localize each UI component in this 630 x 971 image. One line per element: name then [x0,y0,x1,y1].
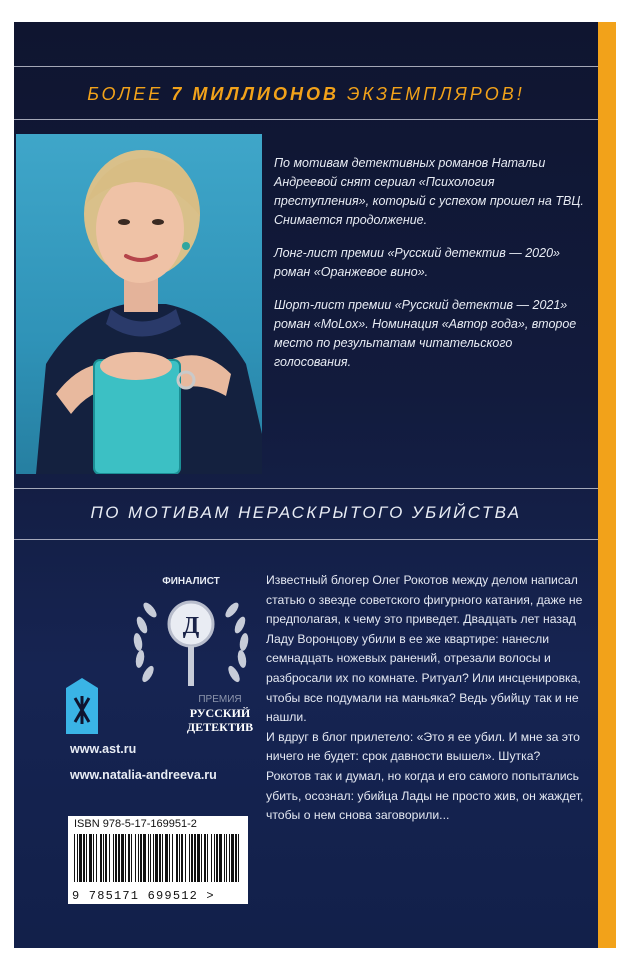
back-cover [14,22,598,948]
blurb-paragraph: И вдруг в блог прилетело: «Это я ее убил. И мне за это ничего не будет: срок давности вышел». Шутка? Рокотов так и думал, но когда и его самого попытались убить, осознал: убийца Лады не просто жив, он жаждет, чтобы о нем снова заговорили... [266,729,584,823]
isbn-barcode [68,816,248,904]
award-paragraph: По мотивам детективных романов Натальи Андреевой снят сериал «Психология преступления», который с успехом прошел на ТВЦ. Снимается продолжение. [274,156,584,227]
isbn-label: ISBN 978-5-17-169951-2 [74,818,197,830]
svg-text:Д: Д [182,613,200,639]
tagline-bottom-rule [14,539,598,540]
blurb-paragraph: Известный блогер Олег Рокотов между делом написал статью о звезде советского фигурного катания, даже не предполагая, к чему это приведет. Двадцать лет назад Ладу Воронцову убили в ее же квартире: нанесли семнадцать ножевых ранений, отрезали волосы и разбросали их по комнате. Ритуал? Или инсценировка, чтобы все подумали на маньяка? Ведь убийцу так и не нашли. [266,573,583,725]
top-rule [14,66,598,67]
author-photo-illustration [16,134,262,474]
svg-text:ПРЕМИЯ: ПРЕМИЯ [198,694,242,705]
sales-banner: БОЛЕЕ 7 МИЛЛИОНОВ ЭКЗЕМПЛЯРОВ! [87,84,525,104]
svg-text:РУССКИЙ: РУССКИЙ [189,706,251,720]
banner-bottom-rule [14,119,598,120]
laurel-left-icon [132,601,158,684]
laurel-right-icon [223,601,249,684]
author-awards [274,154,586,386]
spine-edge [598,22,616,948]
website-link-author[interactable]: www.natalia-andreeva.ru [70,768,217,782]
award-paragraph: Шорт-лист премии «Русский детектив — 2021» роман «MoLox». Номинация «Автор года», второе место по результатам читательского голосования. [274,298,577,369]
publisher-logo-icon [66,678,98,734]
tagline: ПО МОТИВАМ НЕРАСКРЫТОГО УБИЙСТВА [90,503,522,522]
russian-detective-prize-emblem [116,570,266,740]
svg-text:ДЕТЕКТИВ: ДЕТЕКТИВ [186,720,254,734]
barcode-digits: 9 785171 699512 > [72,889,215,903]
finalist-label: ФИНАЛИСТ [162,576,220,587]
award-paragraph: Лонг-лист премии «Русский детектив — 2020» роман «Оранжевое вино». [274,246,560,279]
book-blurb [266,571,588,826]
author-photo [16,134,262,474]
barcode-bars [72,834,244,882]
website-link-ast[interactable]: www.ast.ru [70,742,137,756]
tagline-top-rule [14,488,598,489]
